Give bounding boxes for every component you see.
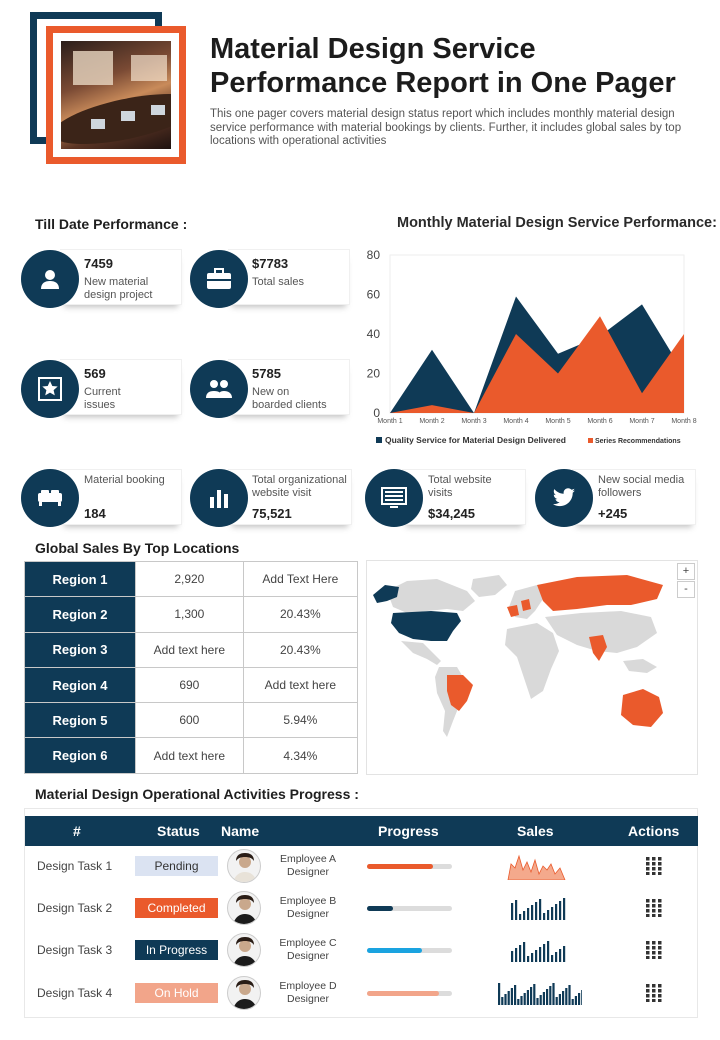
sparkline-bar — [555, 952, 557, 962]
region-name: Region 2 — [25, 597, 136, 632]
sparkline-bar — [543, 944, 545, 962]
sparkline-bar — [539, 947, 541, 962]
employee-role: Designer — [286, 866, 330, 878]
status-badge: Completed — [135, 898, 218, 918]
region-row — [25, 562, 358, 597]
region-value: Add text here — [136, 738, 244, 773]
sparkline-bar — [527, 908, 529, 920]
sparkline-bar — [514, 985, 516, 1005]
sparkline-bar — [555, 904, 557, 920]
zoom-out-button[interactable]: - — [677, 581, 695, 598]
sparkline-bar — [511, 988, 513, 1005]
twitter-icon — [535, 469, 593, 527]
monthly-performance-chart — [358, 245, 698, 450]
global-sales-heading: Global Sales By Top Locations — [35, 540, 240, 556]
sales-sparkline — [505, 892, 595, 922]
region-value: 600 — [136, 703, 244, 738]
x-tick-label: Month 5 — [545, 418, 571, 425]
sparkline-bar — [523, 911, 525, 920]
sparkline-bar — [549, 986, 551, 1005]
kpi-value: $7783 — [252, 256, 289, 271]
region-percent: 20.43% — [243, 632, 357, 667]
region-name: Region 1 — [25, 562, 136, 597]
sparkline-bar — [511, 951, 513, 962]
star-icon — [21, 360, 79, 418]
progress-fill — [367, 906, 393, 911]
bed-icon — [21, 469, 79, 527]
sparkline-bar — [540, 995, 542, 1005]
kpi-label: Total organizational website visit — [252, 474, 347, 499]
y-tick-label: 40 — [366, 327, 380, 341]
kpi-value: 184 — [84, 506, 106, 521]
sparkline-area — [508, 856, 565, 880]
x-tick-label: Month 7 — [629, 418, 655, 425]
sparkline-bar — [531, 905, 533, 920]
region-row — [25, 632, 358, 667]
progress-bar — [367, 906, 452, 911]
sparkline-bar — [519, 945, 521, 962]
employee-role: Designer — [286, 950, 330, 962]
sparkline-bar — [551, 955, 553, 962]
region-percent: Add text here — [243, 667, 357, 702]
zoom-in-button[interactable]: + — [677, 563, 695, 580]
briefcase-icon — [190, 250, 248, 308]
actions-grid-icon[interactable] — [646, 941, 662, 959]
sparkline-bar — [547, 910, 549, 920]
region-row — [25, 597, 358, 632]
region-percent: 4.34% — [243, 738, 357, 773]
sparkline-bar — [572, 999, 574, 1005]
sparkline-bar — [551, 907, 553, 920]
sparkline-bar — [547, 941, 549, 962]
task-label: Design Task 2 — [37, 901, 113, 915]
sparkline-bar — [546, 989, 548, 1005]
progress-bar — [367, 864, 452, 869]
col-sales: Sales — [517, 823, 554, 839]
user-icon — [21, 250, 79, 308]
col-status: Status — [157, 823, 200, 839]
sparkline-bar — [527, 990, 529, 1005]
employee-name-line: Employee D — [279, 980, 337, 992]
legend-label-1: Quality Service for Material Design Delivered — [385, 435, 566, 445]
task-label: Design Task 1 — [37, 859, 113, 873]
region-name: Region 4 — [25, 667, 136, 702]
y-tick-label: 80 — [366, 248, 380, 262]
kpi-label: Total website visits — [428, 474, 492, 499]
region-value: 2,920 — [136, 562, 244, 597]
sparkline-bar — [568, 985, 570, 1005]
sparkline-bar — [527, 956, 529, 962]
progress-fill — [367, 948, 422, 953]
sparkline-bar — [536, 998, 538, 1005]
employee-name-line: Employee C — [279, 937, 337, 949]
header-photo-frame — [46, 26, 186, 164]
sparkline-bar — [530, 987, 532, 1005]
kpi-value: +245 — [598, 506, 628, 521]
sparkline-bar — [517, 999, 519, 1005]
y-tick-label: 0 — [373, 406, 380, 420]
sparkline-bar — [539, 899, 541, 920]
bar-chart-icon — [190, 469, 248, 527]
avatar — [227, 891, 261, 925]
sparkline-bar — [501, 997, 503, 1005]
col-number: # — [73, 823, 81, 839]
legend-label-2: Series Recommendations — [595, 438, 681, 445]
status-badge: Pending — [135, 856, 218, 876]
activities-heading: Material Design Operational Activities Progress : — [35, 786, 359, 802]
y-tick-label: 60 — [366, 287, 380, 302]
kpi-value: 75,521 — [252, 506, 292, 521]
sales-sparkline — [505, 850, 595, 880]
region-value: 690 — [136, 667, 244, 702]
task-label: Design Task 3 — [37, 943, 113, 957]
kpi-value: 7459 — [84, 256, 113, 271]
progress-fill — [367, 991, 439, 996]
region-sales-table — [24, 561, 358, 774]
employee-name — [270, 937, 346, 963]
region-row — [25, 703, 358, 738]
region-name: Region 6 — [25, 738, 136, 773]
sparkline-bar — [523, 942, 525, 962]
region-name: Region 5 — [25, 703, 136, 738]
avatar — [227, 849, 261, 883]
status-badge: In Progress — [135, 940, 218, 960]
kpi-label: New social media followers — [598, 474, 685, 499]
col-progress: Progress — [378, 823, 439, 839]
monitor-icon — [365, 469, 423, 527]
sparkline-bar — [575, 996, 577, 1005]
users-icon — [190, 360, 248, 418]
sparkline-bar — [581, 990, 582, 1005]
status-badge: On Hold — [135, 983, 218, 1003]
employee-role: Designer — [286, 908, 330, 920]
region-percent: Add Text Here — [243, 562, 357, 597]
region-row — [25, 738, 358, 773]
sparkline-bar — [508, 991, 510, 1005]
progress-bar — [367, 991, 452, 996]
region-value: Add text here — [136, 632, 244, 667]
y-tick-label: 20 — [366, 366, 380, 381]
sales-sparkline — [505, 934, 595, 964]
sparkline-bar — [565, 988, 567, 1005]
kpi-label: New on boarded clients — [252, 386, 327, 411]
sparkline-bar — [562, 991, 564, 1005]
sparkline-bar — [535, 902, 537, 920]
sparkline-bar — [543, 913, 545, 920]
legend-swatch-2 — [588, 438, 593, 443]
employee-role: Designer — [286, 993, 330, 1005]
kpi-label: Total sales — [252, 276, 304, 288]
sparkline-bar — [515, 900, 517, 920]
x-tick-label: Month 6 — [587, 418, 613, 425]
sparkline-bar — [511, 903, 513, 920]
legend-swatch-1 — [376, 437, 382, 443]
employee-name — [270, 853, 346, 879]
activities-table-header — [25, 816, 698, 846]
sparkline-bar — [531, 953, 533, 962]
sparkline-bar — [578, 993, 580, 1005]
actions-grid-icon[interactable] — [646, 984, 662, 1002]
sparkline-bar — [520, 996, 522, 1005]
chart-title: Monthly Material Design Service Performance: — [397, 215, 717, 231]
x-tick-label: Month 2 — [419, 418, 445, 425]
col-actions: Actions — [628, 823, 680, 839]
kpi-value: $34,245 — [428, 506, 475, 521]
sparkline-bar — [504, 994, 506, 1005]
sparkline-bar — [559, 994, 561, 1005]
region-value: 1,300 — [136, 597, 244, 632]
region-name: Region 3 — [25, 632, 136, 667]
progress-fill — [367, 864, 433, 869]
employee-name — [270, 980, 346, 1006]
world-map-graphic — [367, 561, 697, 774]
sparkline-bar — [533, 984, 535, 1005]
kpi-value: 5785 — [252, 366, 281, 381]
avatar — [227, 976, 261, 1010]
region-percent: 5.94% — [243, 703, 357, 738]
actions-grid-icon[interactable] — [646, 899, 662, 917]
sparkline-bar — [543, 992, 545, 1005]
sparkline-bar — [519, 914, 521, 920]
x-tick-label: Month 3 — [461, 418, 487, 425]
x-tick-label: Month 1 — [377, 418, 403, 425]
sales-sparkline — [492, 977, 582, 1007]
x-tick-label: Month 4 — [503, 418, 529, 425]
kpi-value: 569 — [84, 366, 106, 381]
till-date-heading: Till Date Performance : — [35, 216, 188, 232]
sparkline-bar — [563, 898, 565, 920]
sparkline-bar — [498, 983, 500, 1005]
task-label: Design Task 4 — [37, 986, 113, 1000]
actions-grid-icon[interactable] — [646, 857, 662, 875]
page-title: Material Design Service Performance Report in One Pager — [210, 33, 676, 99]
page-subtitle: This one pager covers material design status report which includes monthly material design service performance with material bookings by clients. Further, it includes global sales by top locations with operational activities — [210, 108, 682, 147]
office-meeting-photo — [61, 41, 171, 149]
sparkline-bar — [556, 997, 558, 1005]
sparkline-bar — [535, 950, 537, 962]
sparkline-bar — [559, 901, 561, 920]
employee-name — [270, 895, 346, 921]
sparkline-bar — [515, 948, 517, 962]
region-row — [25, 667, 358, 702]
sparkline-bar — [524, 993, 526, 1005]
region-percent: 20.43% — [243, 597, 357, 632]
employee-name-line: Employee B — [279, 895, 337, 907]
sparkline-bar — [563, 946, 565, 962]
sparkline-bar — [559, 949, 561, 962]
world-map[interactable] — [366, 560, 698, 775]
col-name: Name — [221, 823, 260, 839]
sparkline-bar — [552, 983, 554, 1005]
employee-name-line: Employee A — [279, 853, 337, 865]
x-tick-label: Month 8 — [671, 418, 697, 425]
kpi-label: Current issues — [84, 386, 121, 411]
kpi-label: New material design project — [84, 276, 153, 301]
progress-bar — [367, 948, 452, 953]
avatar — [227, 933, 261, 967]
kpi-label: Material booking — [84, 474, 165, 486]
